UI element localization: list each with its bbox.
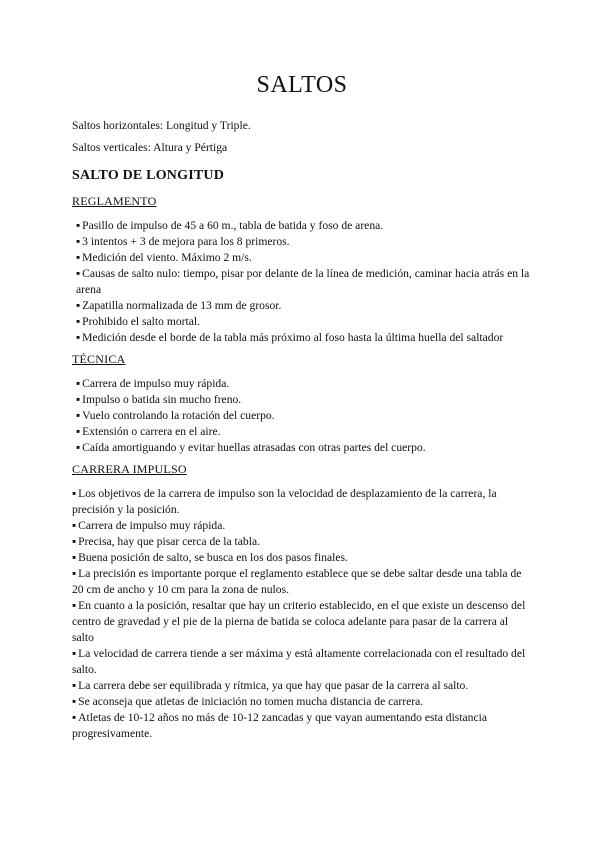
bullet-icon: ▪ (72, 551, 77, 564)
bullet-icon: ▪ (72, 711, 77, 724)
list-item: ▪ Medición del viento. Máximo 2 m/s. (76, 251, 252, 264)
bullet-icon: ▪ (76, 235, 81, 248)
list-item: ▪ Precisa, hay que pisar cerca de la tabla. (72, 535, 260, 548)
bullet-icon: ▪ (76, 219, 81, 232)
bullet-icon: ▪ (76, 377, 81, 390)
bullet-icon: ▪ (76, 409, 81, 422)
list-item: ▪ Causas de salto nulo: tiempo, pisar por delante de la línea de medición, caminar hacia atrás en la arena (76, 267, 530, 296)
list-item: ▪ La precisión es importante porque el reglamento establece que se debe saltar desde una tabla de 20 cm de ancho y 10 cm para la zona de nulos. (72, 567, 522, 596)
bullet-icon: ▪ (72, 567, 77, 580)
bullet-icon: ▪ (72, 519, 77, 532)
tecnica-heading: TÉCNICA (72, 352, 126, 366)
carrera-list (72, 486, 532, 742)
list-item: ▪ Buena posición de salto, se busca en los dos pasos finales. (72, 551, 348, 564)
list-item: ▪ Caída amortiguando y evitar huellas atrasadas con otras partes del cuerpo. (76, 441, 426, 454)
list-item: ▪ Carrera de impulso muy rápida. (76, 377, 230, 390)
list-item: ▪ 3 intentos + 3 de mejora para los 8 primeros. (76, 235, 290, 248)
list-item: ▪ Zapatilla normalizada de 13 mm de grosor. (76, 299, 282, 312)
bullet-icon: ▪ (72, 535, 77, 548)
bullet-icon: ▪ (76, 441, 81, 454)
list-item: ▪ Los objetivos de la carrera de impulso son la velocidad de desplazamiento de la carrera, la precisión y la posición. (72, 487, 497, 516)
bullet-icon: ▪ (76, 425, 81, 438)
list-item: ▪ Extensión o carrera en el aire. (76, 425, 221, 438)
list-item: ▪ En cuanto a la posición, resaltar que hay un criterio establecido, en el que existe un descenso del centro de gravedad y el pie de la pierna de batida se coloca adelante para pasar de la carrera al salto (72, 599, 526, 644)
list-item: ▪ La velocidad de carrera tiende a ser máxima y está altamente correlacionada con el resultado del salto. (72, 647, 526, 676)
bullet-icon: ▪ (76, 299, 81, 312)
list-item: ▪ Medición desde el borde de la tabla más próximo al foso hasta la última huella del saltador (76, 331, 504, 344)
bullet-icon: ▪ (76, 251, 81, 264)
bullet-icon: ▪ (72, 679, 77, 692)
page-title: SALTOS (256, 72, 348, 98)
section-title: SALTO DE LONGITUD (72, 168, 225, 183)
list-item: ▪ Pasillo de impulso de 45 a 60 m., tabla de batida y foso de arena. (76, 219, 384, 232)
bullet-icon: ▪ (72, 695, 77, 708)
list-item: ▪ Carrera de impulso muy rápida. (72, 519, 226, 532)
list-item: ▪ Atletas de 10-12 años no más de 10-12 zancadas y que vayan aumentando esta distancia progresivamente. (72, 711, 487, 740)
intro-vertical: Saltos verticales: Altura y Pértiga (72, 141, 228, 154)
list-item: ▪ La carrera debe ser equilibrada y rítmica, ya que hay que pasar de la carrera al salto. (72, 679, 469, 692)
bullet-icon: ▪ (76, 267, 81, 280)
bullet-icon: ▪ (72, 487, 77, 500)
tecnica-list (72, 376, 532, 456)
bullet-icon: ▪ (76, 315, 81, 328)
bullet-icon: ▪ (72, 599, 77, 612)
bullet-icon: ▪ (76, 331, 81, 344)
reglamento-heading: REGLAMENTO (72, 194, 157, 208)
bullet-icon: ▪ (72, 647, 77, 660)
carrera-heading: CARRERA IMPULSO (72, 462, 187, 476)
list-item: ▪ Prohibido el salto mortal. (76, 315, 200, 328)
list-item: ▪ Vuelo controlando la rotación del cuerpo. (76, 409, 275, 422)
list-item: ▪ Se aconseja que atletas de iniciación no tomen mucha distancia de carrera. (72, 695, 424, 708)
intro-horizontal: Saltos horizontales: Longitud y Triple. (72, 119, 251, 132)
bullet-icon: ▪ (76, 393, 81, 406)
list-item: ▪ Impulso o batida sin mucho freno. (76, 393, 242, 406)
reglamento-list (72, 218, 532, 346)
